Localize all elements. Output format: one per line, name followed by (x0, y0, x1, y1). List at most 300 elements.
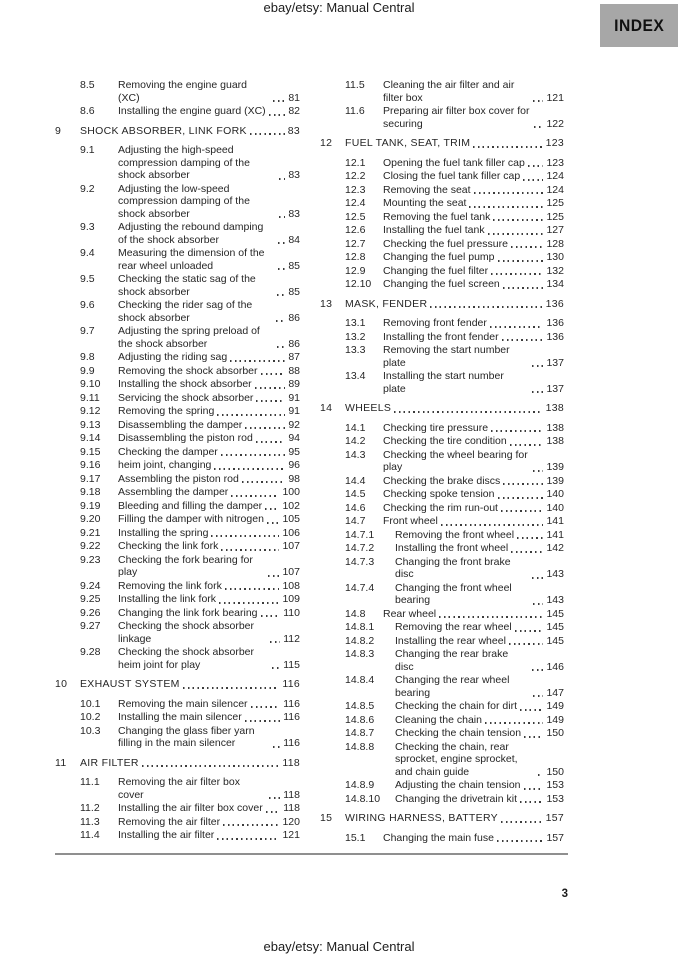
leader-dots (498, 260, 544, 262)
toc-entry-text (118, 593, 300, 606)
toc-entry (55, 365, 300, 378)
leader-dots (272, 667, 280, 669)
entry-number: 11.3 (80, 815, 100, 828)
entry-title: Disassembling the damper (118, 418, 243, 431)
leader-dots (533, 470, 544, 472)
entry-title: Removing front fender (383, 317, 487, 329)
toc-entry-text (118, 378, 300, 391)
toc-entry (320, 621, 564, 634)
toc-entry (55, 125, 300, 138)
toc-entry (55, 776, 300, 801)
toc-entry-text (395, 582, 564, 607)
footer-rule (55, 853, 568, 855)
toc-entry-text (118, 473, 300, 486)
entry-page-ref: 134 (546, 278, 564, 290)
entry-title: Checking the link fork (118, 540, 219, 552)
entry-title: Checking tire pressure (383, 421, 489, 434)
entry-title: Installing the engine guard (XC) (118, 105, 266, 117)
entry-page-ref: 139 (546, 461, 564, 473)
entry-title: Checking the tire condition (383, 435, 507, 447)
entry-title: SHOCK ABSORBER, LINK FORK (80, 124, 247, 137)
entry-number: 9.26 (80, 606, 101, 619)
leader-dots (231, 495, 279, 497)
entry-number: 15.1 (345, 831, 366, 844)
entry-title: Assembling the piston rod (118, 472, 239, 485)
entry-number: 14.8.10 (345, 792, 381, 805)
toc-entry-text (118, 698, 300, 711)
toc-entry (55, 757, 300, 770)
entry-number: 14.8.2 (345, 634, 375, 647)
toc-entry (55, 183, 300, 221)
entry-page-ref: 153 (546, 779, 564, 791)
toc-entry (320, 170, 564, 183)
toc-column-right (320, 79, 564, 845)
toc-entry-text (395, 621, 564, 634)
toc-entry-text (118, 351, 300, 364)
toc-entry (55, 527, 300, 540)
toc-entry (320, 475, 564, 488)
entry-title: Assembling the damper (118, 486, 229, 498)
toc-entry-text (118, 247, 300, 272)
leader-dots (267, 522, 280, 524)
leader-dots (485, 722, 543, 724)
entry-number: 14.1 (345, 421, 366, 434)
entry-number: 14.7.4 (345, 581, 375, 594)
toc-entry (55, 432, 300, 445)
toc-entry-text (383, 832, 564, 845)
toc-entry-text (118, 144, 300, 182)
entry-title: FUEL TANK, SEAT, TRIM (345, 137, 471, 149)
entry-title: Bleeding and filling the damper (118, 499, 263, 512)
toc-entry-text (118, 646, 300, 671)
toc-entry (320, 278, 564, 291)
toc-entry (55, 500, 300, 513)
toc-entry (320, 402, 564, 415)
toc-entry-text (80, 125, 300, 138)
toc-entry-text (395, 529, 564, 542)
toc-entry-text (118, 325, 300, 350)
entry-page-ref: 149 (546, 713, 564, 726)
toc-entry (320, 515, 564, 528)
entry-title: Checking the shock absorber linkage (118, 620, 254, 645)
entry-number: 9.1 (80, 144, 95, 156)
toc-entry-text (345, 812, 564, 825)
leader-dots (524, 736, 543, 738)
toc-entry-text (80, 678, 300, 691)
entry-number: 10 (55, 678, 68, 690)
entry-page-ref: 127 (546, 224, 564, 236)
entry-number: 9.22 (80, 540, 101, 552)
leader-dots (533, 100, 543, 102)
entry-number: 15 (320, 812, 333, 824)
entry-page-ref: 138 (546, 435, 564, 447)
entry-title: Removing the rear wheel (395, 621, 512, 633)
toc-entry (55, 829, 300, 842)
toc-entry-text (118, 527, 300, 540)
leader-dots (221, 549, 279, 551)
toc-entry (55, 620, 300, 645)
entry-title: Removing the engine guard (XC) (118, 79, 248, 104)
entry-number: 14.8.6 (345, 713, 375, 726)
toc-entry (320, 298, 564, 311)
toc-entry (320, 741, 564, 779)
leader-dots (509, 643, 544, 645)
entry-page-ref: 88 (288, 364, 300, 377)
toc-entry-text (395, 542, 564, 555)
entry-number: 11.6 (345, 105, 365, 117)
leader-dots (491, 273, 543, 275)
entry-page-ref: 153 (546, 792, 564, 805)
entry-page-ref: 100 (282, 486, 300, 498)
entry-title: Changing the glass fiber yarn filling in the main silencer (118, 724, 255, 749)
toc-entry (55, 802, 300, 815)
toc-entry-text (383, 184, 564, 197)
leader-dots (532, 391, 544, 393)
leader-dots (501, 821, 543, 823)
entry-number: 9.6 (80, 299, 95, 311)
entry-page-ref: 109 (282, 593, 300, 605)
toc-entry-text (395, 648, 564, 673)
entry-number: 13.4 (345, 370, 366, 382)
entry-page-ref: 149 (546, 700, 564, 712)
entry-number: 9.4 (80, 247, 95, 259)
entry-number: 9.20 (80, 513, 101, 525)
entry-title: Installing the link fork (118, 593, 217, 605)
toc-entry-text (118, 829, 300, 842)
leader-dots (256, 400, 285, 402)
entry-page-ref: 116 (282, 678, 300, 690)
toc-entry (320, 556, 564, 581)
toc-entry-text (383, 331, 564, 344)
entry-title: Changing the front brake disc (395, 555, 511, 580)
entry-title: Checking the chain for dirt (395, 700, 517, 712)
toc-entry-text (383, 317, 564, 330)
toc-entry-text (118, 802, 300, 815)
leader-dots (491, 430, 543, 432)
leader-dots (439, 616, 543, 618)
toc-entry (55, 816, 300, 829)
toc-entry-text (383, 515, 564, 528)
entry-title: Removing the air filter (118, 815, 221, 828)
entry-title: Removing the main silencer (118, 697, 248, 710)
entry-page-ref: 106 (282, 526, 300, 539)
toc-entry (320, 157, 564, 170)
leader-dots (269, 797, 281, 799)
leader-dots (142, 765, 280, 767)
toc-entry-text (383, 278, 564, 291)
entry-page-ref: 85 (288, 259, 300, 272)
toc-entry (55, 593, 300, 606)
page-footer-title: ebay/etsy: Manual Central (263, 939, 415, 954)
entry-number: 14.7.1 (345, 528, 375, 541)
leader-dots (493, 219, 543, 221)
entry-number: 12.3 (345, 183, 366, 196)
entry-page-ref: 146 (546, 660, 564, 673)
leader-dots (488, 233, 544, 235)
entry-page-ref: 150 (546, 727, 564, 739)
entry-number: 9.8 (80, 351, 95, 363)
entry-title: Adjusting the rebound damping of the shock absorber (118, 221, 264, 246)
toc-entry-text (395, 793, 564, 806)
entry-number: 12.7 (345, 237, 366, 250)
toc-entry-text (118, 711, 300, 724)
entry-title: Closing the fuel tank filler cap (383, 170, 521, 182)
entry-page-ref: 96 (288, 459, 300, 471)
entry-number: 12.10 (345, 278, 372, 290)
entry-number: 13 (320, 297, 333, 310)
entry-page-ref: 121 (282, 829, 300, 841)
toc-entry-text (383, 105, 564, 130)
entry-title: Installing the fuel tank (383, 224, 485, 236)
entry-page-ref: 140 (546, 501, 564, 514)
leader-dots (279, 216, 285, 218)
toc-entry-text (395, 714, 564, 727)
leader-dots (230, 360, 285, 362)
toc-entry-text (383, 435, 564, 448)
leader-dots (517, 537, 543, 539)
toc-entry (55, 486, 300, 499)
entry-number: 13.2 (345, 330, 366, 343)
entry-title: Removing the front wheel (395, 528, 515, 541)
leader-dots (473, 146, 542, 148)
leader-dots (524, 788, 544, 790)
entry-title: EXHAUST SYSTEM (80, 678, 180, 690)
toc-entry (320, 184, 564, 197)
entry-title: Cleaning the air filter and air filter box (383, 79, 515, 104)
leader-dots (242, 481, 285, 483)
leader-dots (469, 206, 543, 208)
entry-title: Checking the fork bearing for play (118, 553, 253, 578)
entry-page-ref: 141 (546, 528, 564, 541)
leader-dots (266, 811, 281, 813)
entry-page-ref: 118 (283, 788, 300, 801)
entry-page-ref: 110 (283, 606, 300, 619)
leader-dots (245, 427, 285, 429)
leader-dots (534, 126, 543, 128)
entry-title: Disassembling the piston rod (118, 432, 253, 444)
entry-page-ref: 123 (545, 137, 564, 149)
entry-page-ref: 118 (283, 802, 300, 814)
entry-page-ref: 132 (546, 264, 564, 277)
entry-page-ref: 91 (288, 405, 300, 417)
toc-entry (320, 224, 564, 237)
entry-title: Mounting the seat (383, 197, 467, 209)
entry-number: 14.6 (345, 501, 366, 514)
entry-number: 10.3 (80, 724, 101, 737)
toc-entry (55, 725, 300, 750)
toc-entry (55, 392, 300, 405)
page-header-title: ebay/etsy: Manual Central (263, 0, 415, 15)
leader-dots (441, 524, 544, 526)
toc-entry-text (118, 405, 300, 418)
entry-number: 9.13 (80, 418, 101, 431)
leader-dots (502, 339, 544, 341)
toc-entry (55, 247, 300, 272)
toc-entry (320, 344, 564, 369)
toc-entry (55, 351, 300, 364)
leader-dots (430, 306, 542, 308)
entry-title: Adjusting the chain tension (395, 779, 521, 791)
toc-entry (320, 317, 564, 330)
toc-entry (320, 265, 564, 278)
entry-title: Adjusting the spring preload of the shock absorber (118, 325, 260, 350)
entry-title: heim joint, changing (118, 459, 212, 471)
entry-page-ref: 85 (288, 285, 300, 298)
toc-entry-text (118, 183, 300, 221)
entry-page-ref: 94 (288, 432, 300, 444)
toc-entry-text (383, 197, 564, 210)
entry-title: Adjusting the high-speed compression damping of the shock absorber (118, 144, 250, 181)
toc-entry-text (345, 298, 564, 311)
leader-dots (251, 706, 281, 708)
toc-entry (320, 370, 564, 395)
toc-entry-text (383, 344, 564, 369)
entry-number: 14.2 (345, 435, 366, 447)
toc-entry (55, 711, 300, 724)
toc-entry-text (383, 370, 564, 395)
entry-page-ref: 137 (546, 356, 564, 369)
entry-title: Checking the wheel bearing for play (383, 448, 528, 473)
toc-entry-text (383, 157, 564, 170)
entry-page-ref: 83 (288, 169, 300, 181)
toc-entry (320, 238, 564, 251)
entry-title: Installing the front wheel (395, 542, 509, 554)
entry-page-ref: 82 (288, 105, 300, 117)
entry-title: Rear wheel (383, 607, 437, 620)
toc-entry (320, 542, 564, 555)
leader-dots (269, 114, 286, 116)
toc-entry (320, 582, 564, 607)
entry-title: Changing the rear brake disc (395, 648, 509, 673)
entry-title: Removing the fuel tank (383, 210, 491, 223)
entry-number: 14 (320, 402, 333, 414)
entry-number: 9.17 (80, 472, 101, 485)
entry-title: Removing the spring (118, 405, 215, 417)
toc-entry-text (345, 402, 564, 415)
entry-page-ref: 145 (546, 634, 564, 647)
leader-dots (276, 320, 285, 322)
leader-dots (255, 387, 286, 389)
toc-entry (55, 646, 300, 671)
entry-number: 9.24 (80, 579, 101, 592)
entry-page-ref: 125 (546, 210, 564, 223)
leader-dots (538, 774, 543, 776)
toc-entry (320, 422, 564, 435)
entry-title: Checking the rider sag of the shock absorber (118, 299, 253, 324)
toc-entry-text (118, 419, 300, 432)
toc-entry (320, 779, 564, 792)
entry-page-ref: 98 (288, 472, 300, 485)
toc-entry-text (395, 556, 564, 581)
toc-entry (320, 435, 564, 448)
toc-entry-text (395, 674, 564, 699)
entry-title: Installing the main silencer (118, 711, 242, 723)
leader-dots (510, 444, 544, 446)
entry-number: 9.3 (80, 221, 95, 233)
entry-page-ref: 91 (288, 391, 300, 404)
entry-title: Removing the shock absorber (118, 364, 258, 377)
toc-entry (320, 674, 564, 699)
entry-number: 12.1 (345, 156, 366, 169)
toc-entry-text (118, 79, 300, 104)
entry-title: Checking the chain tension (395, 727, 522, 739)
entry-page-ref: 130 (546, 251, 564, 263)
entry-page-ref: 89 (288, 378, 300, 390)
entry-title: Preparing air filter box cover for securing (383, 105, 530, 130)
toc-entry-text (80, 757, 300, 770)
toc-entry (320, 727, 564, 740)
entry-page-ref: 147 (546, 686, 564, 699)
toc-entry (320, 449, 564, 474)
entry-number: 8.5 (80, 79, 95, 91)
entry-page-ref: 124 (546, 170, 564, 182)
entry-number: 12.2 (345, 170, 366, 182)
toc-entry-text (118, 500, 300, 513)
toc-entry (320, 79, 564, 104)
index-tab (600, 4, 678, 47)
entry-number: 14.8 (345, 607, 366, 620)
entry-title: Opening the fuel tank filler cap (383, 156, 525, 169)
toc-entry (55, 513, 300, 526)
entry-number: 13.1 (345, 317, 366, 329)
leader-dots (217, 414, 285, 416)
toc-entry (55, 554, 300, 579)
entry-number: 14.8.4 (345, 674, 375, 686)
entry-number: 9.11 (80, 391, 100, 404)
toc-entry-text (383, 422, 564, 435)
toc-entry (55, 446, 300, 459)
entry-number: 9.7 (80, 325, 95, 337)
entry-number: 14.8.8 (345, 740, 375, 753)
entry-title: Installing the rear wheel (395, 634, 506, 647)
entry-number: 9.28 (80, 646, 101, 658)
page-number: 3 (561, 888, 568, 900)
toc-entry (55, 378, 300, 391)
entry-number: 14.8.1 (345, 621, 375, 633)
entry-title: Changing the front wheel bearing (395, 581, 512, 606)
toc-entry (320, 812, 564, 825)
toc-entry (55, 419, 300, 432)
leader-dots (183, 687, 280, 689)
entry-page-ref: 112 (283, 632, 300, 645)
entry-number: 9.15 (80, 445, 101, 458)
entry-number: 14.4 (345, 474, 366, 487)
entry-page-ref: 143 (546, 568, 564, 580)
toc-entry (55, 79, 300, 104)
toc-entry-text (118, 105, 300, 118)
entry-page-ref: 136 (546, 330, 564, 343)
toc-entry-text (395, 741, 564, 779)
leader-dots (277, 294, 286, 296)
entry-title: Front wheel (383, 515, 438, 527)
entry-page-ref: 124 (546, 183, 564, 196)
toc-entry-text (118, 365, 300, 378)
entry-page-ref: 83 (287, 124, 300, 137)
entry-page-ref: 157 (546, 831, 564, 844)
entry-number: 11.2 (80, 802, 100, 814)
toc-entry (320, 832, 564, 845)
toc-entry-text (118, 446, 300, 459)
toc-entry (55, 698, 300, 711)
toc-entry (320, 714, 564, 727)
leader-dots (474, 192, 544, 194)
toc-entry-text (395, 779, 564, 792)
entry-title: Removing the link fork (118, 579, 222, 592)
entry-number: 9.12 (80, 405, 101, 417)
entry-title: Checking the chain, rear sprocket, engine sprocket, and chain guide (395, 740, 518, 778)
leader-dots (221, 454, 286, 456)
toc-entry-text (118, 540, 300, 553)
